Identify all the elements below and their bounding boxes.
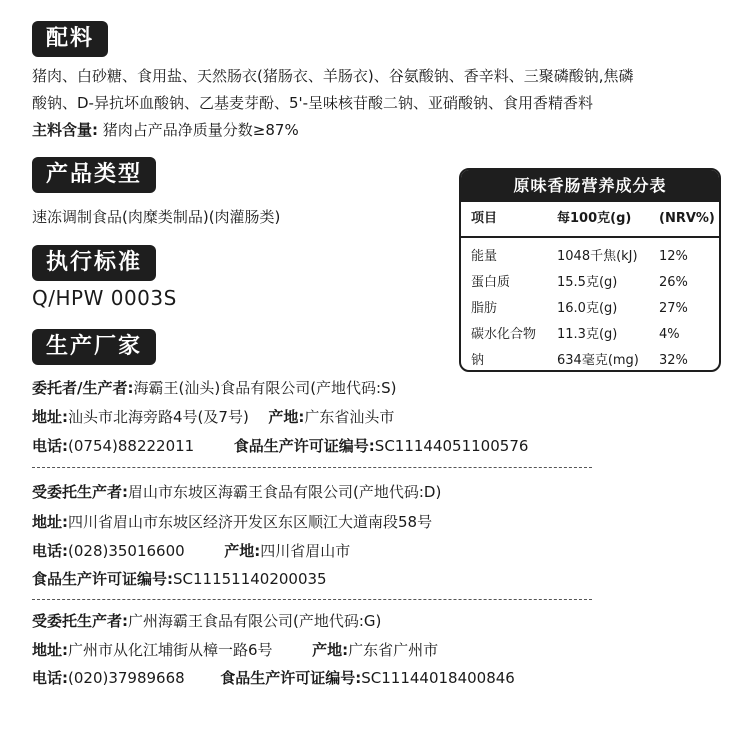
nutrition-table (459, 168, 721, 372)
m1-license-value: SC11144051100576 (374, 437, 529, 455)
m3-phone-label: 电话: (32, 669, 68, 687)
m2-origin-value: 四川省眉山市 (260, 542, 351, 560)
standard-value: Q/HPW 0003S (32, 286, 177, 310)
nutrition-cell: 634毫克(mg) (557, 353, 639, 368)
nutrition-cell: 4% (659, 327, 680, 342)
nutrition-row-protein (461, 270, 719, 296)
nutrition-row-energy (461, 244, 719, 270)
main-content-value: 猪肉占产品净质量分数≥87% (102, 121, 299, 139)
nutrition-cell: 碳水化合物 (471, 327, 537, 342)
m2-principal-label: 受委托生产者: (32, 483, 128, 501)
nutrition-row-fat (461, 296, 719, 322)
m1-phone-row (32, 435, 528, 457)
manufacturer-tag: 生产厂家 (32, 329, 156, 365)
m3-origin-label: 产地: (312, 641, 349, 659)
m2-address-value: 四川省眉山市东坡区经济开发区东区顺江大道南段58号 (68, 513, 433, 531)
product-type-value: 速冻调制食品(肉糜类制品)(肉灌肠类) (32, 208, 281, 226)
m3-address-row (32, 639, 438, 661)
m2-phone-value: (028)35016600 (68, 542, 185, 560)
nutrition-cell: 27% (659, 301, 688, 316)
nutrition-title: 原味香肠营养成分表 (461, 170, 719, 202)
m1-address-label: 地址: (32, 408, 68, 426)
m3-license-value: SC11144018400846 (361, 669, 515, 687)
m2-phone-row (32, 540, 350, 562)
nutrition-cell: 16.0克(g) (557, 301, 618, 316)
nutrition-header-row (461, 202, 719, 238)
m1-address-value: 汕头市北海旁路4号(及7号) (68, 408, 249, 426)
m2-license-row (32, 568, 327, 590)
m3-principal-label: 受委托生产者: (32, 612, 128, 630)
main-content-label: 主料含量: (32, 121, 98, 139)
nutrition-header-nrv: (NRV%) (659, 211, 715, 226)
m2-principal (32, 481, 441, 503)
main-content (32, 119, 299, 141)
nutrition-cell: 26% (659, 275, 688, 290)
nutrition-header-item: 项目 (471, 211, 498, 226)
nutrition-header-per100g: 每100克(g) (557, 211, 632, 226)
m1-origin-value: 广东省汕头市 (304, 408, 395, 426)
m2-address-label: 地址: (32, 513, 68, 531)
m3-phone-value: (020)37989668 (68, 669, 185, 687)
m2-principal-value: 眉山市东坡区海霸王食品有限公司(产地代码:D) (128, 483, 442, 501)
m1-address-row (32, 406, 394, 428)
m3-license-label: 食品生产许可证编号: (220, 669, 362, 687)
divider-1 (32, 467, 592, 468)
m1-phone-value: (0754)88222011 (68, 437, 195, 455)
m2-phone-label: 电话: (32, 542, 68, 560)
nutrition-cell: 12% (659, 249, 688, 264)
nutrition-cell: 1048千焦(kJ) (557, 249, 638, 264)
ingredients-line-1: 猪肉、白砂糖、食用盐、天然肠衣(猪肠衣、羊肠衣)、谷氨酸钠、香辛料、三聚磷酸钠,焦磷 (32, 67, 634, 85)
m1-principal (32, 377, 396, 399)
m3-origin-value: 广东省广州市 (348, 641, 439, 659)
m1-principal-label: 委托者/生产者: (32, 379, 134, 397)
m2-license-label: 食品生产许可证编号: (32, 570, 173, 588)
m2-origin-label: 产地: (224, 542, 261, 560)
nutrition-cell: 蛋白质 (471, 275, 511, 290)
nutrition-cell: 32% (659, 353, 688, 368)
standard-tag: 执行标准 (32, 245, 156, 281)
nutrition-cell: 脂肪 (471, 301, 498, 316)
m1-principal-value: 海霸王(汕头)食品有限公司(产地代码:S) (133, 379, 397, 397)
m3-principal-value: 广州海霸王食品有限公司(产地代码:G) (128, 612, 382, 630)
nutrition-cell: 11.3克(g) (557, 327, 618, 342)
nutrition-cell: 15.5克(g) (557, 275, 618, 290)
m1-origin-label: 产地: (268, 408, 305, 426)
m3-principal (32, 610, 381, 632)
m3-address-value: 广州市从化江埔街从樟一路6号 (68, 641, 273, 659)
m2-license-value: SC11151140200035 (173, 570, 327, 588)
m3-phone-row (32, 667, 515, 689)
m2-address-row (32, 511, 432, 533)
nutrition-cell: 钠 (471, 353, 485, 368)
m1-phone-label: 电话: (32, 437, 68, 455)
ingredients-tag: 配料 (32, 21, 108, 57)
nutrition-cell: 能量 (471, 249, 498, 264)
m1-license-label: 食品生产许可证编号: (233, 437, 375, 455)
ingredients-line-2: 酸钠、D-异抗坏血酸钠、乙基麦芽酚、5'-呈味核苷酸二钠、亚硝酸钠、食用香精香料 (32, 94, 594, 112)
product-type-tag: 产品类型 (32, 157, 156, 193)
divider-2 (32, 599, 592, 600)
nutrition-row-sodium (461, 348, 719, 372)
nutrition-row-carbohydrate (461, 322, 719, 348)
m3-address-label: 地址: (32, 641, 68, 659)
